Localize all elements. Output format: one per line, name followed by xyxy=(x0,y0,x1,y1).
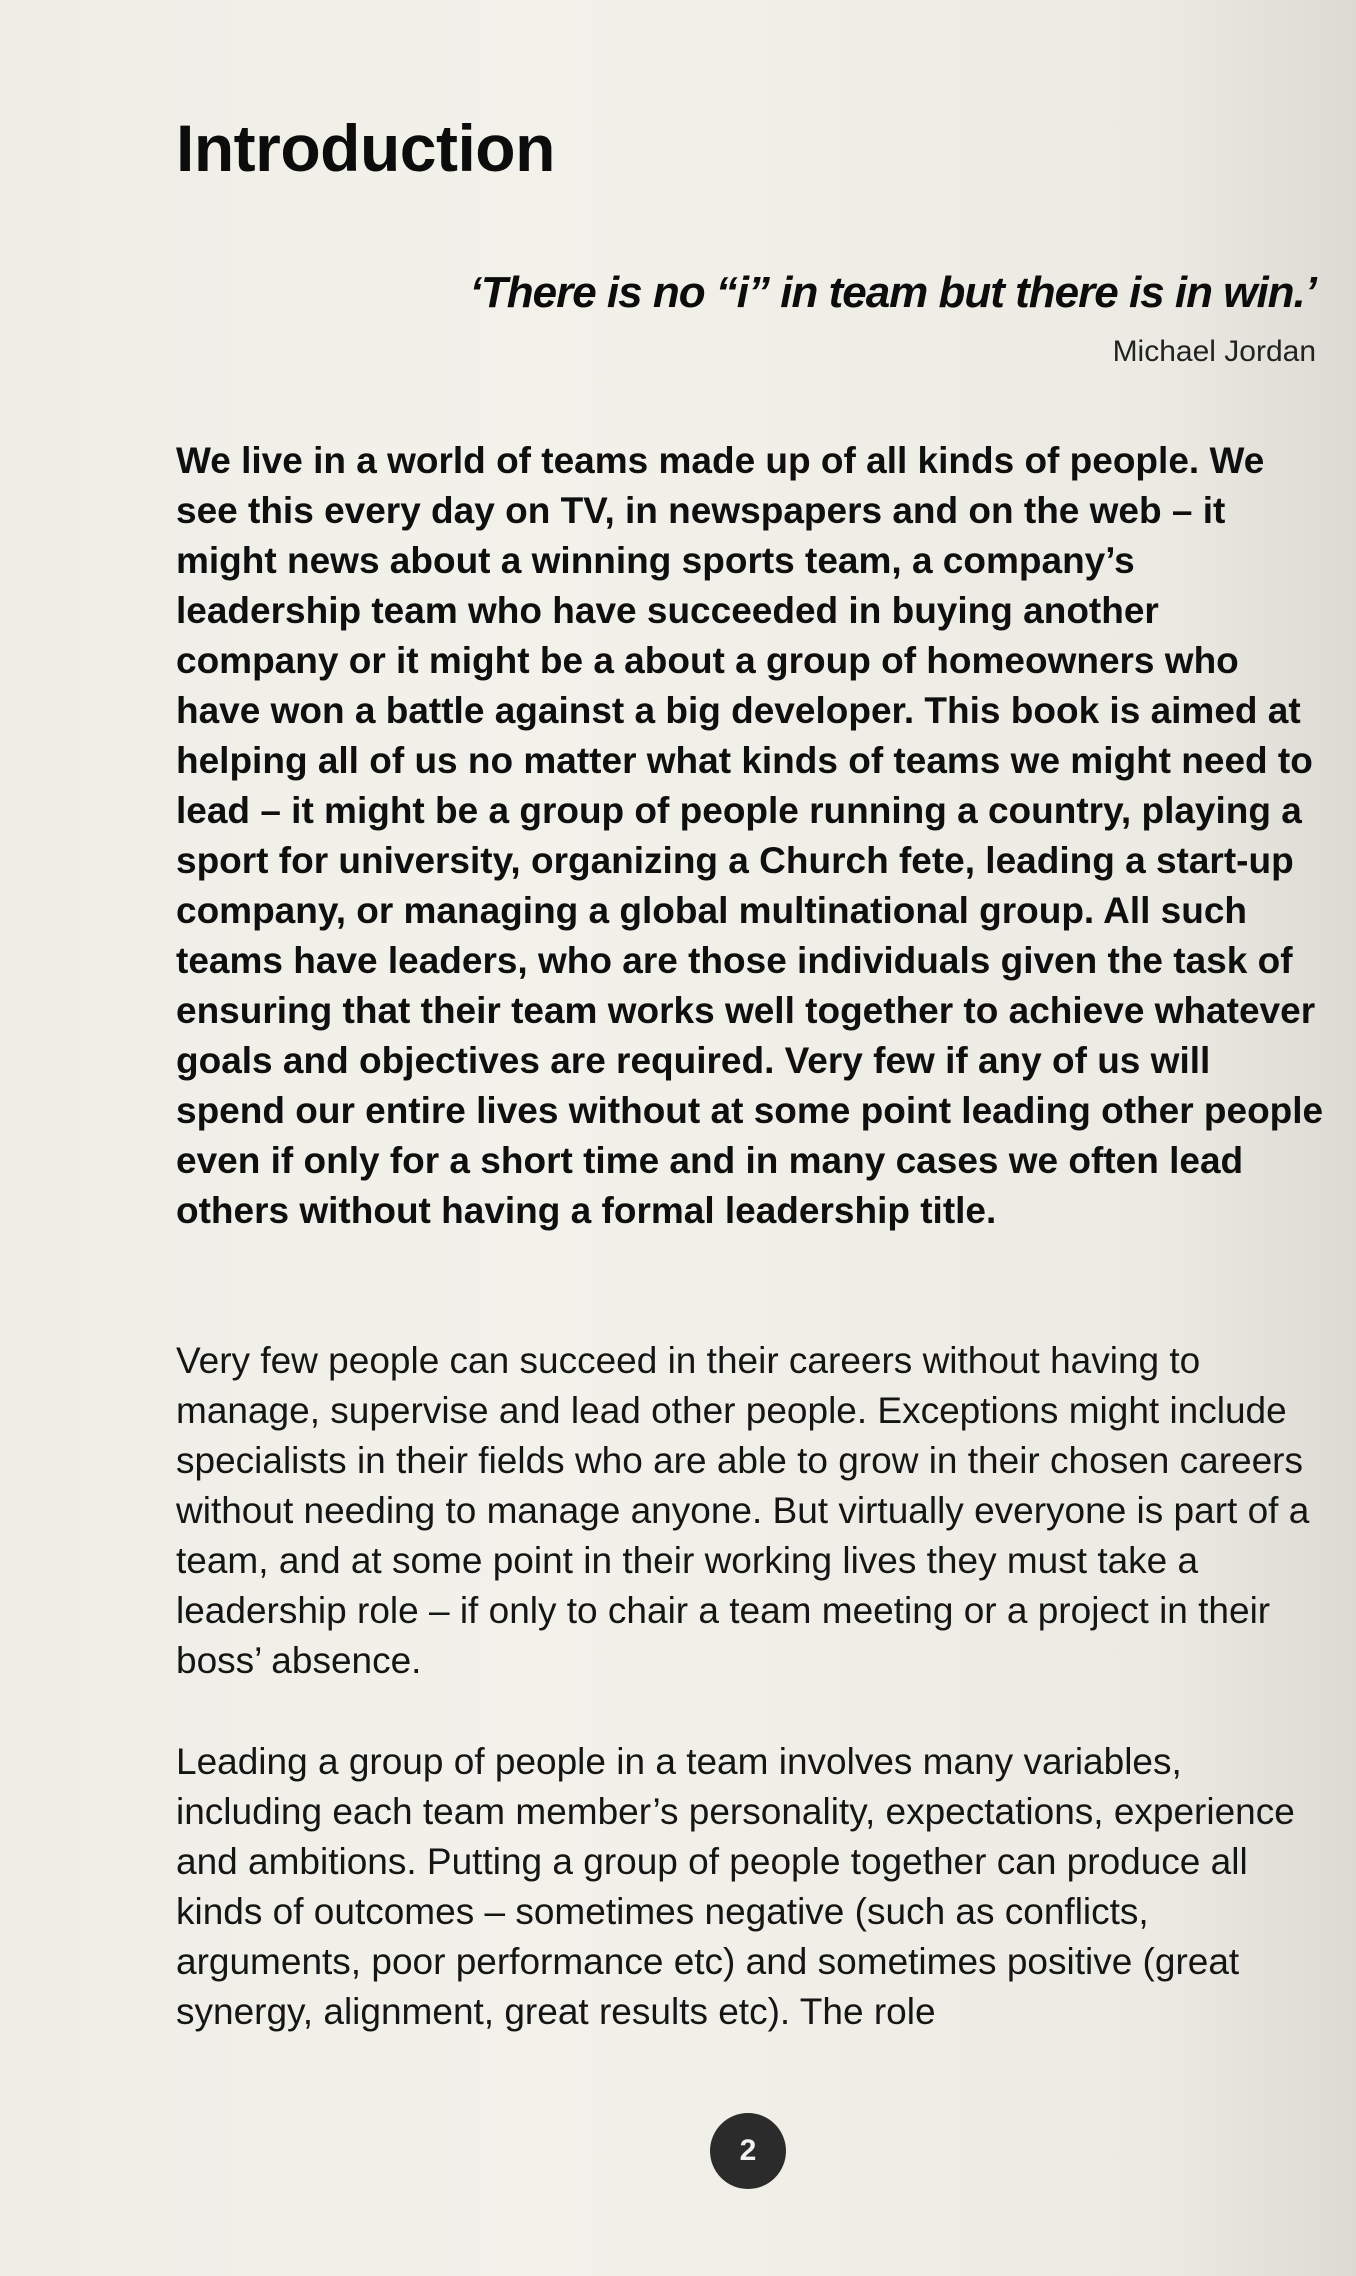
page-title: Introduction xyxy=(176,111,555,185)
intro-paragraph-bold: We live in a world of teams made up of all kinds of people. We see this every day on TV, in newspapers and on the web – it might news about a winning sports team, a company’s leadership team who have succeeded in buying another company or it might be a about a group of homeowners who have won a battle against a big developer. This book is aimed at helping all of us no matter what kinds of teams we might need to lead – it might be a group of people running a country, playing a sport for university, organizing a Church fete, leading a start-up company, or managing a global multinational group. All such teams have leaders, who are those individuals given the task of ensuring that their team works well together to achieve whatever goals and objectives are required. Very few if any of us will spend our entire lives without at some point leading other people even if only for a short time and in many cases we often lead others without having a formal leadership title. xyxy=(176,440,1324,1231)
page-number-badge: 2 xyxy=(710,2113,786,2189)
body-paragraph-2: Very few people can succeed in their careers without having to manage, supervise and lead other people. Exceptions might include specialists in their fields who are able to grow in their chosen careers without needing to manage anyone. But virtually everyone is part of a team, and at some point in their working lives they must take a leadership role – if only to chair a team meeting or a project in their boss’ absence. xyxy=(176,1340,1310,1681)
body-paragraph-3: Leading a group of people in a team involves many variables, including each team member’s personality, expectations, experience and ambitions. Putting a group of people together can produce all kinds of outcomes – sometimes negative (such as conflicts, arguments, poor performance etc) and sometimes positive (great synergy, alignment, great results etc). The role xyxy=(176,1741,1295,2032)
epigraph-author: Michael Jordan xyxy=(1112,335,1316,368)
epigraph-quote: ‘There is no “i” in team but there is in win.’ xyxy=(469,268,1316,317)
